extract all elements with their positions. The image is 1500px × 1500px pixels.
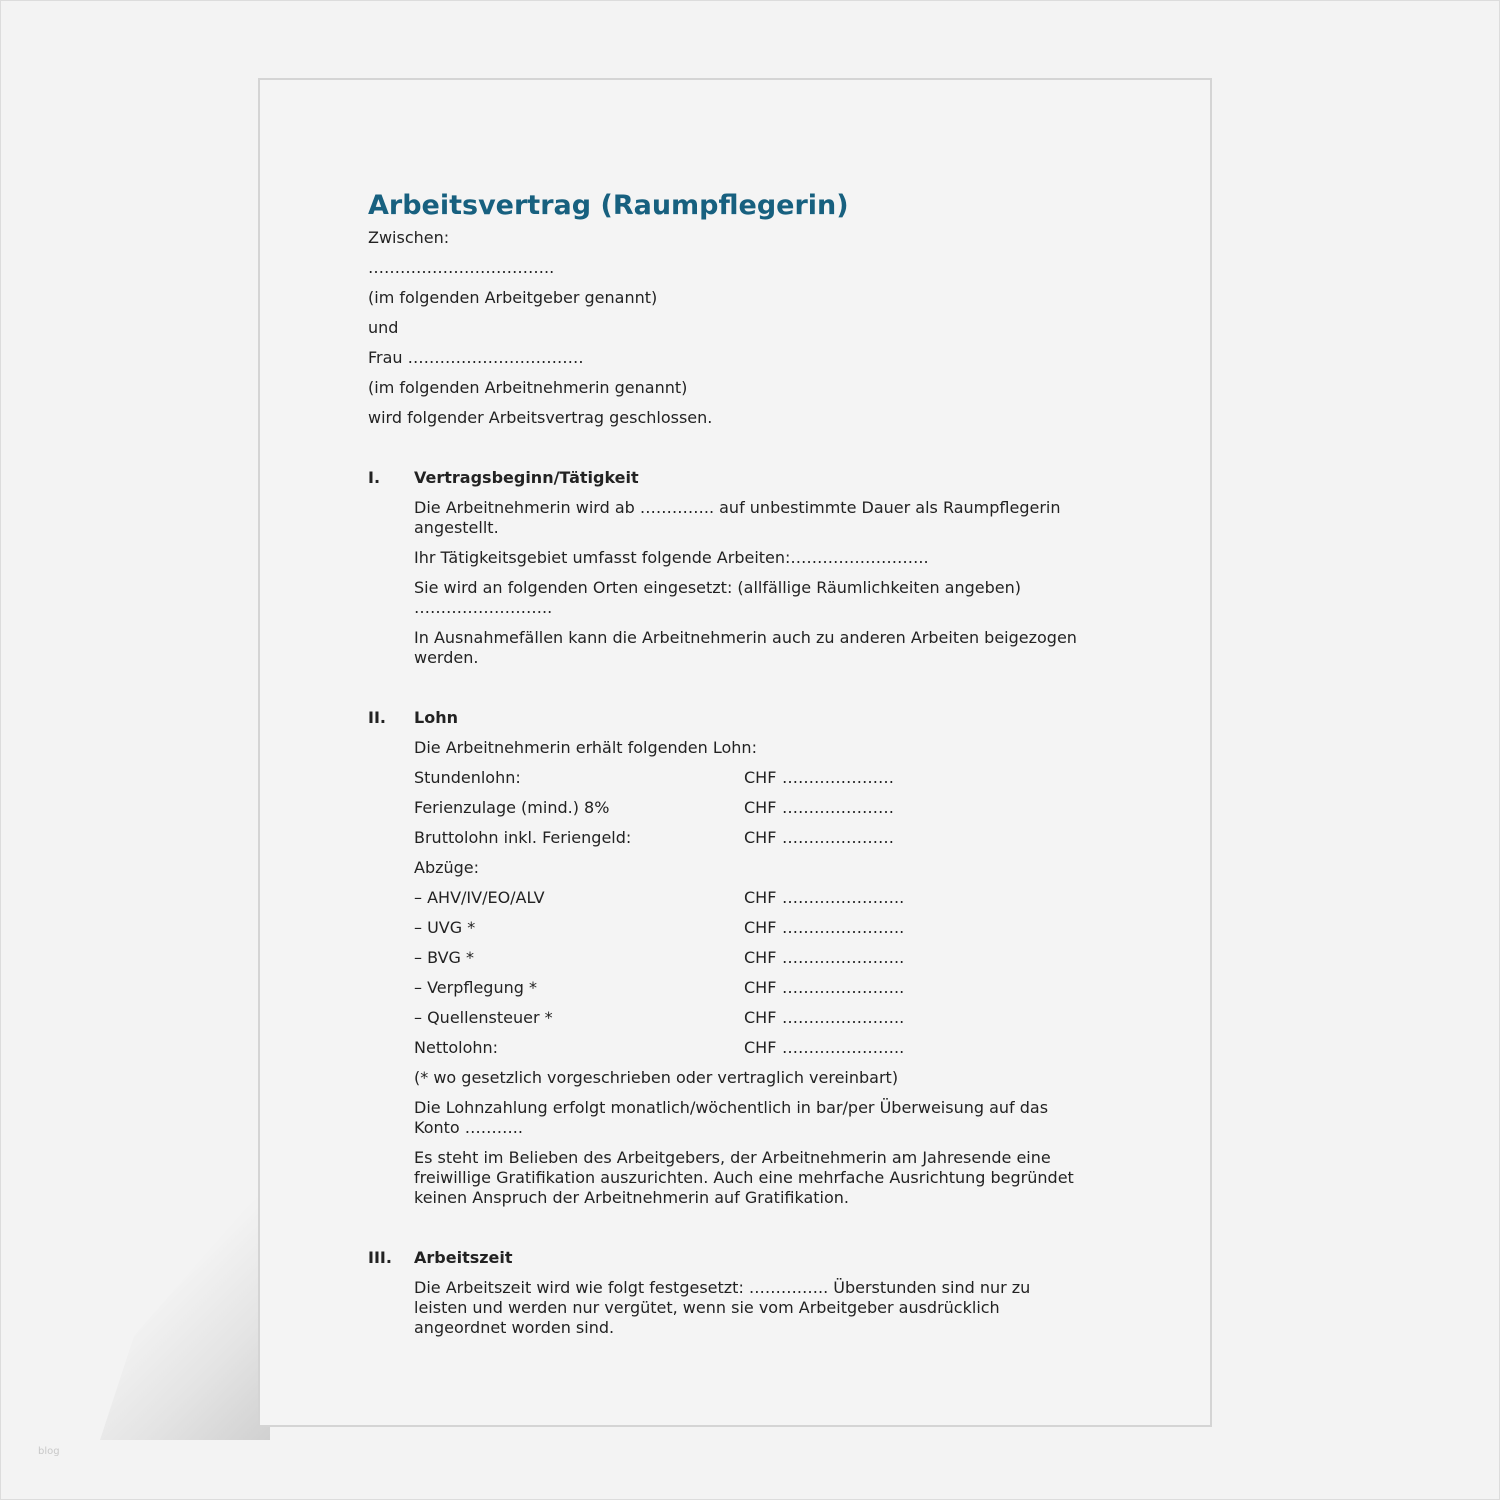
wage-row <box>414 798 1108 818</box>
intro-line: und <box>368 318 399 338</box>
intro-line: …………………………….. <box>368 258 555 278</box>
wage-currency: CHF <box>744 768 777 788</box>
document-title: Arbeitsvertrag (Raumpflegerin) <box>368 190 849 221</box>
wage-currency <box>744 858 782 878</box>
wage-currency: CHF <box>744 798 777 818</box>
document-page <box>258 78 1212 1427</box>
wage-label: Abzüge: <box>414 858 480 878</box>
wage-currency: CHF <box>744 948 777 968</box>
document-content <box>368 190 1108 1348</box>
intro-line: Zwischen: <box>368 228 450 248</box>
wage-row <box>414 1008 1108 1028</box>
intro-line: (im folgenden Arbeitgeber genannt) <box>368 288 658 308</box>
wage-label: – Verpflegung * <box>414 978 537 998</box>
wage-row <box>414 768 1108 788</box>
wage-label: – Quellensteuer * <box>414 1008 553 1028</box>
paragraph: In Ausnahmefällen kann die Arbeitnehmerin auch zu anderen Arbeiten beigezogen werden. <box>414 628 1077 668</box>
wage-currency: CHF <box>744 888 777 908</box>
wage-label: Stundenlohn: <box>414 768 521 788</box>
wage-value: ………………… <box>782 768 894 788</box>
section-heading <box>368 468 1108 488</box>
wage-row <box>414 948 1108 968</box>
wage-currency: CHF <box>744 978 777 998</box>
section-title: Vertragsbeginn/Tätigkeit <box>414 468 639 488</box>
section-title: Lohn <box>414 708 458 728</box>
wage-table <box>414 768 1108 1058</box>
wage-row <box>414 888 1108 908</box>
wage-currency: CHF <box>744 828 777 848</box>
watermark: blog <box>38 1446 60 1457</box>
section-number: I. <box>368 468 381 488</box>
intro-line: (im folgenden Arbeitnehmerin genannt) <box>368 378 688 398</box>
footnote: (* wo gesetzlich vorgeschrieben oder vertraglich vereinbart) <box>414 1068 899 1088</box>
wage-currency: CHF <box>744 918 777 938</box>
wage-value: ………………….. <box>782 1008 905 1028</box>
intro-line: wird folgender Arbeitsvertrag geschlossen. <box>368 408 713 428</box>
wage-value: ………………….. <box>782 918 905 938</box>
paragraph: Die Arbeitszeit wird wie folgt festgesetzt: ……….….. Überstunden sind nur zu leisten und werden nur vergütet, wenn sie vom Arbeitgeber ausdrücklich angeordnet worden sind. <box>414 1278 1031 1338</box>
wage-row <box>414 978 1108 998</box>
section-body <box>414 1278 1108 1338</box>
wage-row <box>414 918 1108 938</box>
section-vertragsbeginn <box>368 468 1108 668</box>
paragraph: Sie wird an folgenden Orten eingesetzt: (allfällige Räumlichkeiten angeben) …………………….. <box>414 578 1021 618</box>
paragraph: Die Arbeitnehmerin erhält folgenden Lohn: <box>414 738 757 758</box>
wage-label: Bruttolohn inkl. Feriengeld: <box>414 828 632 848</box>
section-lohn <box>368 708 1108 1208</box>
paragraph: Es steht im Belieben des Arbeitgebers, der Arbeitnehmerin am Jahresende eine freiwillige Gratifikation auszurichten. Auch eine mehrfache Ausrichtung begründet keinen Anspruch der Arbeitnehmerin auf Gratifikation. <box>414 1148 1074 1208</box>
wage-value: ………………….. <box>782 948 905 968</box>
wage-value: ………………….. <box>782 1038 905 1058</box>
wage-value: ………………….. <box>782 888 905 908</box>
wage-row <box>414 828 1108 848</box>
wage-currency: CHF <box>744 1008 777 1028</box>
wage-value: ………………… <box>782 798 894 818</box>
intro-line: Frau …………………………… <box>368 348 584 368</box>
section-body <box>414 498 1108 668</box>
wage-row <box>414 858 1108 878</box>
wage-label: Ferienzulage (mind.) 8% <box>414 798 610 818</box>
wage-value: ………………… <box>782 828 894 848</box>
section-heading <box>368 1248 1108 1268</box>
paragraph: Ihr Tätigkeitsgebiet umfasst folgende Arbeiten:…………………….. <box>414 548 929 568</box>
section-arbeitszeit <box>368 1248 1108 1338</box>
section-number: III. <box>368 1248 392 1268</box>
wage-label: – AHV/IV/EO/ALV <box>414 888 545 908</box>
section-body <box>414 738 1108 1208</box>
wage-currency: CHF <box>744 1038 777 1058</box>
paragraph: Die Arbeitnehmerin wird ab ………….. auf unbestimmte Dauer als Raumpflegerin angestellt. <box>414 498 1061 538</box>
wage-label: – UVG * <box>414 918 476 938</box>
section-number: II. <box>368 708 386 728</box>
wage-label: Nettolohn: <box>414 1038 499 1058</box>
wage-label: – BVG * <box>414 948 474 968</box>
wage-value: ………………….. <box>782 978 905 998</box>
intro-block <box>368 228 1108 428</box>
wage-row <box>414 1038 1108 1058</box>
section-heading <box>368 708 1108 728</box>
section-title: Arbeitszeit <box>414 1248 513 1268</box>
paragraph: Die Lohnzahlung erfolgt monatlich/wöchentlich in bar/per Überweisung auf das Konto ……….. <box>414 1098 1049 1138</box>
